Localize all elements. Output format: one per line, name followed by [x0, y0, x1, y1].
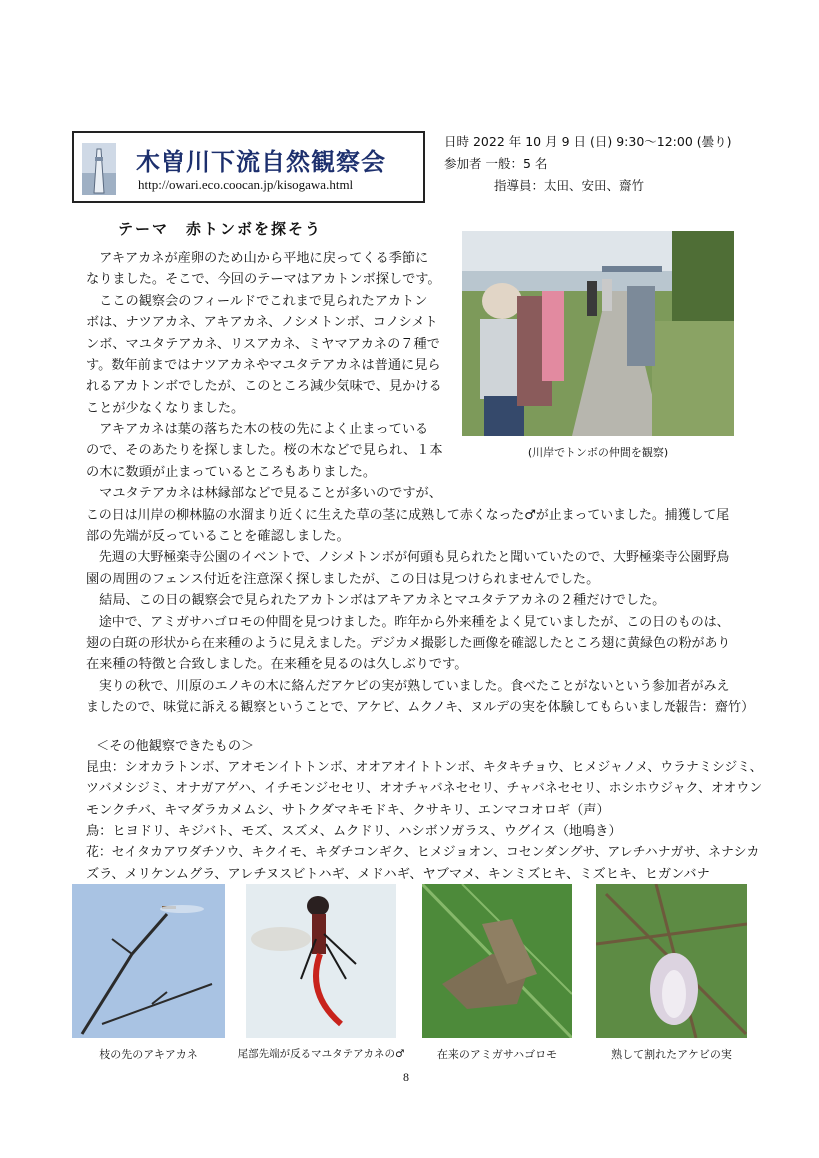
body-line: 結局、この日の観察会で見られたアカトンボはアキアカネとマユタテアカネの２種だけでした。 — [86, 593, 666, 608]
photo-akiakane-on-branch — [72, 884, 225, 1038]
body-line: 実りの秋で、川原のエノキの木に絡んだアケビの実が熟していました。食べたことがないという参加者がみえ — [86, 679, 730, 694]
body-line: 園の周囲のフェンス付近を注意深く探しましたが、この日は見つけられませんでした。 — [86, 572, 600, 587]
header-box — [72, 131, 425, 203]
body-line: この日は川岸の柳林脇の水溜まり近くに生えた草の茎に成熟して赤くなった♂が止まっていました。捕獲して尾 — [86, 508, 730, 523]
body-line: ましたので、味覚に訴える観察ということで、アケビ、ムクノキ、ヌルデの実を体験してもらいました。 — [86, 700, 690, 715]
body-line: の木に数頭が止まっているところもありました。 — [86, 465, 377, 480]
page-number: 8 — [403, 1070, 409, 1084]
leaders: 指導員：太田、安田、齋竹 — [494, 178, 645, 193]
tower-logo-icon — [82, 143, 116, 195]
body-line: す。数年前まではナツアカネやマユタテアカネは普通に見ら — [86, 358, 441, 373]
body-line: 途中で、アミガサハゴロモの仲間を見つけました。昨年から外来種をよく見ていましたが、この日のものは、 — [86, 615, 730, 630]
body-line: なりました。そこで、今回のテーマはアカトンボ探しです。 — [86, 272, 441, 287]
body-line: ことが少なくなりました。 — [86, 401, 245, 416]
others-line: ズラ、メリケンムグラ、アレチヌスビトハギ、メドハギ、ヤブマメ、キンミズヒキ、ミズヒキ、ヒガンバナ — [86, 867, 710, 882]
others-line: 花：セイタカアワダチソウ、キクイモ、キダチコンギク、ヒメジョオン、コセンダングサ、アレチハナガサ、ネナシカ — [86, 845, 760, 860]
others-line: 昆虫：シオカラトンボ、アオモンイトトンボ、オオアオイトトンボ、キタキチョウ、ヒメジャノメ、ウラナミシジミ、 — [86, 760, 763, 775]
body-line: ボは、ナツアカネ、アキアカネ、ノシメトンボ、コノシメト — [86, 315, 438, 330]
theme-heading: テーマ 赤トンボを探そう — [118, 220, 323, 238]
website-url[interactable]: http://owari.eco.coocan.jp/kisogawa.html — [138, 177, 354, 192]
photo-caption: 枝の先のアキアカネ — [99, 1048, 198, 1061]
photo-akebi-fruit — [596, 884, 747, 1038]
others-heading: ＜その他観察できたもの＞ — [96, 739, 255, 754]
event-date: 日時 2022 年 10 月 9 日 (日) 9:30～12:00 (曇り) — [444, 134, 732, 149]
body-line: ここの観察会のフィールドでこれまで見られたアカトン — [86, 294, 428, 309]
body-line: 先週の大野極楽寺公園のイベントで、ノシメトンボが何頭も見られたと聞いていたので、大野極楽寺公園野鳥 — [86, 550, 730, 565]
photo-amigasahagoromo — [422, 884, 572, 1038]
report-author: （報告：齋竹） — [662, 700, 755, 715]
photo-caption: 在来のアミガサハゴロモ — [436, 1048, 558, 1061]
body-line: アキアカネは葉の落ちた木の枝の先によく止まっている — [86, 422, 429, 437]
body-line: れるアカトンボでしたが、このところ減少気味で、見かける — [86, 379, 442, 394]
photo-caption: 尾部先端が反るマユタテアカネの♂ — [237, 1048, 405, 1060]
body-line: 在来種の特徴と合致しました。在来種を見るのは久しぶりです。 — [86, 657, 468, 672]
others-line: ツバメシジミ、オナガアゲハ、イチモンジセセリ、オオチャバネセセリ、チャバネセセリ、ホシホウジャク、オオウン — [86, 781, 763, 796]
body-line: 翅の白斑の形状から在来種のように見えました。デジカメ撮影した画像を確認したところ翅に黄緑色の粉があり — [86, 636, 731, 651]
photo-caption: 熟して割れたアケビの実 — [611, 1048, 732, 1061]
photo-mayutateakane-male — [246, 884, 396, 1038]
body-line: ので、そのあたりを探しました。桜の木などで見られ、１本 — [86, 443, 443, 458]
participants: 参加者 一般：5 名 — [444, 156, 548, 171]
others-line: モンクチバ、キマダラカメムシ、サトクダマキモドキ、クサキリ、エンマコオロギ（声） — [86, 803, 610, 818]
body-line: マユタテアカネは林縁部などで見ることが多いのですが、 — [86, 486, 442, 501]
others-line: 鳥：ヒヨドリ、キジバト、モズ、スズメ、ムクドリ、ハシボソガラス、ウグイス（地鳴き） — [86, 824, 622, 839]
page-title: 木曽川下流自然観察会 — [136, 148, 386, 176]
main-photo-riverside — [462, 231, 734, 436]
main-photo-caption: (川岸でトンボの仲間を観察) — [527, 446, 669, 459]
body-line: ンボ、マユタテアカネ、リスアカネ、ミヤマアカネの７種で — [86, 337, 440, 352]
body-line: アキアカネが産卵のため山から平地に戻ってくる季節に — [86, 251, 429, 266]
body-line: 部の先端が反っていることを確認しました。 — [86, 529, 350, 544]
